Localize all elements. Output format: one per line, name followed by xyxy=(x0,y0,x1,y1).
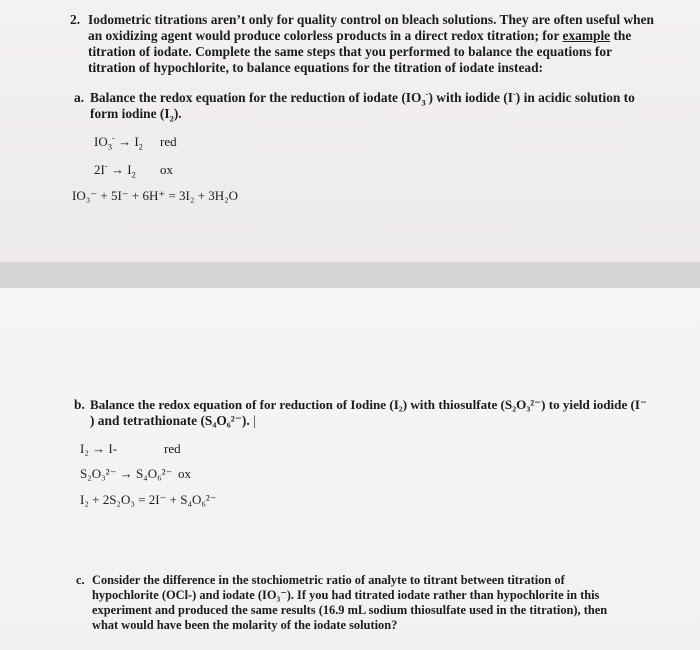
part-a-red-tag: red xyxy=(160,134,177,149)
part-b-red-equation: I₂ → I- xyxy=(80,441,118,456)
part-b-label: b. xyxy=(74,397,85,412)
part-c-line-1: Consider the difference in the stochiometric ratio of analyte to titrant between titration of xyxy=(92,573,565,587)
part-a-line-1: Balance the redox equation for the reduction of iodate $(IO_3^-)$ with iodide (I-) in acidic solution to xyxy=(90,88,635,108)
part-a-line-2: form iodine $(I_2)$. xyxy=(90,106,182,124)
part-b-line-2: ) and tetrathionate (S₄O₆²⁻). | xyxy=(90,413,256,428)
intro-line-4: titration of hypochlorite, to balance equations for the titration of iodate instead: xyxy=(88,60,544,75)
part-a-ox-tag: ox xyxy=(160,162,173,177)
part-a-label: a. xyxy=(74,90,85,105)
part-b-line-1: Balance the redox equation of for reduction of Iodine (I₂) with thiosulfate (S₂O₃²⁻) to yield iodide (I⁻ xyxy=(90,397,647,412)
part-b-balanced-equation: I₂ + 2S₂O₃ = 2I⁻ + S₄O₆²⁻ xyxy=(80,492,217,507)
part-c-line-2: hypochlorite (OCl-) and iodate (IO₃⁻). If you had titrated iodate rather than hypochlorite in this xyxy=(92,588,600,602)
part-c-line-3: experiment and produced the same results (16.9 mL sodium thiosulfate used in the titration), then xyxy=(92,603,608,617)
part-a-ox-equation: $2I^- \to I_2$ xyxy=(94,160,136,180)
part-b-ox-equation: S₂O₃²⁻ → S₄O₆²⁻ xyxy=(80,466,173,481)
part-a-balanced-equation: IO₃⁻ + 5I⁻ + 6H⁺ = 3I₂ + 3H₂O xyxy=(72,188,239,203)
part-b-ox-tag: ox xyxy=(178,466,191,481)
part-c-line-4: what would have been the molarity of the iodate solution? xyxy=(92,618,398,632)
intro-line-2: an oxidizing agent would produce colorless products in a direct redox titration; for example the xyxy=(88,28,632,43)
intro-line-3: titration of iodate. Complete the same steps that you performed to balance the equations for xyxy=(88,44,613,59)
part-b-red-tag: red xyxy=(164,441,181,456)
part-a-red-equation: $IO_3^- \to I_2$ xyxy=(94,132,143,152)
intro-line-1: Iodometric titrations aren’t only for quality control on bleach solutions. They are often useful when xyxy=(88,12,655,27)
question-number: 2. xyxy=(70,12,81,27)
page-gap xyxy=(0,262,700,288)
part-c-label: c. xyxy=(76,573,85,587)
example-link: example xyxy=(562,28,611,43)
